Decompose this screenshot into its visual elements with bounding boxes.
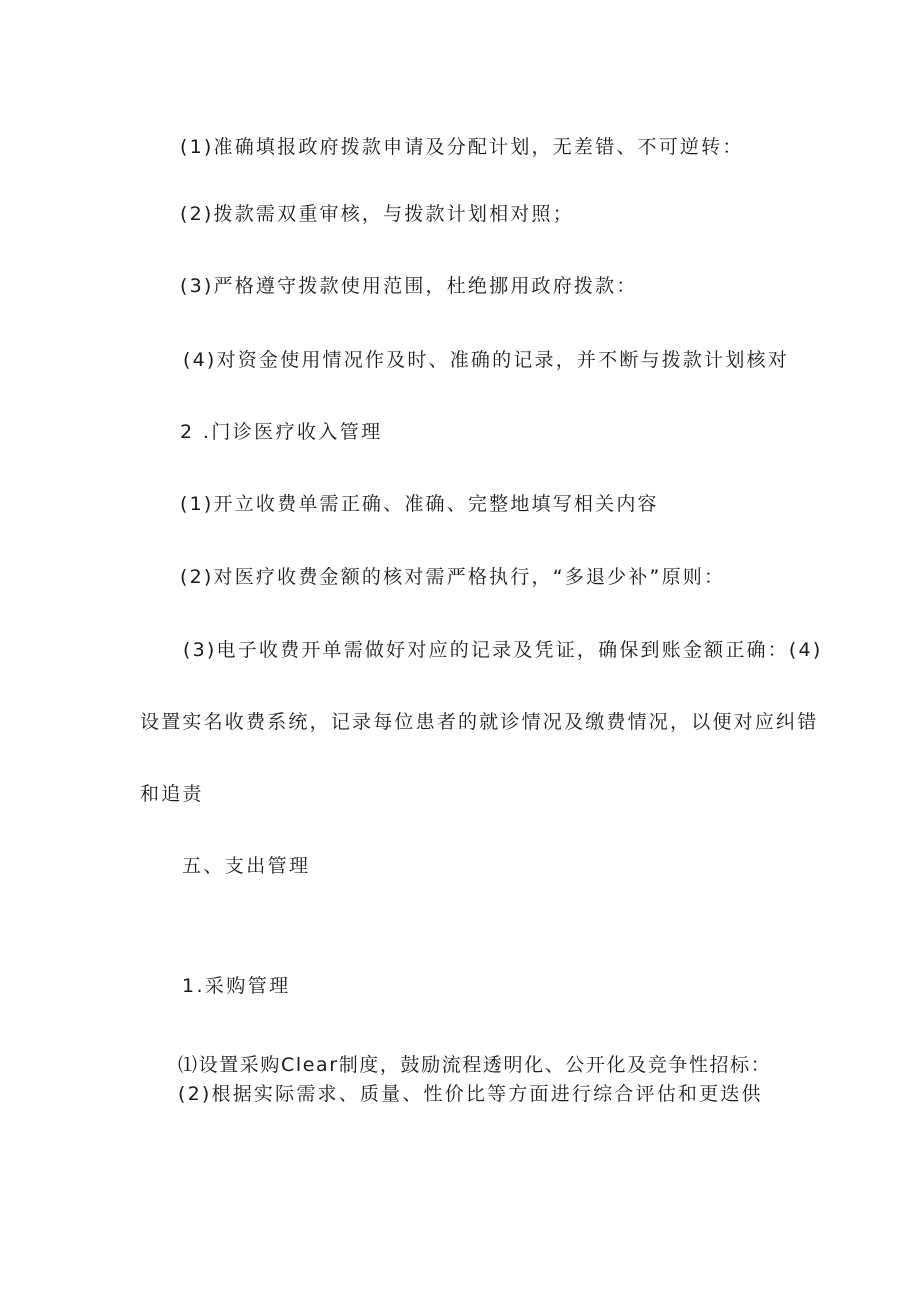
paragraph-line: (1)准确填报政府拨款申请及分配计划，无差错、不可逆转：: [180, 136, 744, 158]
paragraph-line: (2)对医疗收费金额的核对需严格执行，“多退少补”原则：: [180, 566, 726, 588]
paragraph-line: (1)开立收费单需正确、准确、完整地填写相关内容: [180, 493, 659, 515]
paragraph-line: (2)根据实际需求、质量、性价比等方面进行综合评估和更迭供: [178, 1083, 763, 1105]
paragraph-line: (2)拨款需双重审核，与拨款计划相对照；: [180, 203, 574, 225]
paragraph-line: (3)电子收费开单需做好对应的记录及凭证，确保到账金额正确：(4): [183, 639, 823, 661]
paragraph-line: 设置实名收费系统，记录每位患者的就诊情况及缴费情况，以便对应纠错: [140, 711, 819, 733]
paragraph-line: (4)对资金使用情况作及时、准确的记录，并不断与拨款计划核对: [183, 349, 789, 371]
section-heading: 1.采购管理: [182, 975, 291, 997]
section-heading: 2 .门诊医疗收入管理: [180, 421, 383, 443]
paragraph-line: (3)严格遵守拨款使用范围，杜绝挪用政府拨款：: [180, 275, 638, 297]
paragraph-line: ⑴设置采购Clear制度，鼓励流程透明化、公开化及竞争性招标：: [178, 1054, 772, 1076]
chapter-heading: 五、支出管理: [182, 855, 311, 877]
paragraph-line: 和追责: [140, 783, 204, 805]
